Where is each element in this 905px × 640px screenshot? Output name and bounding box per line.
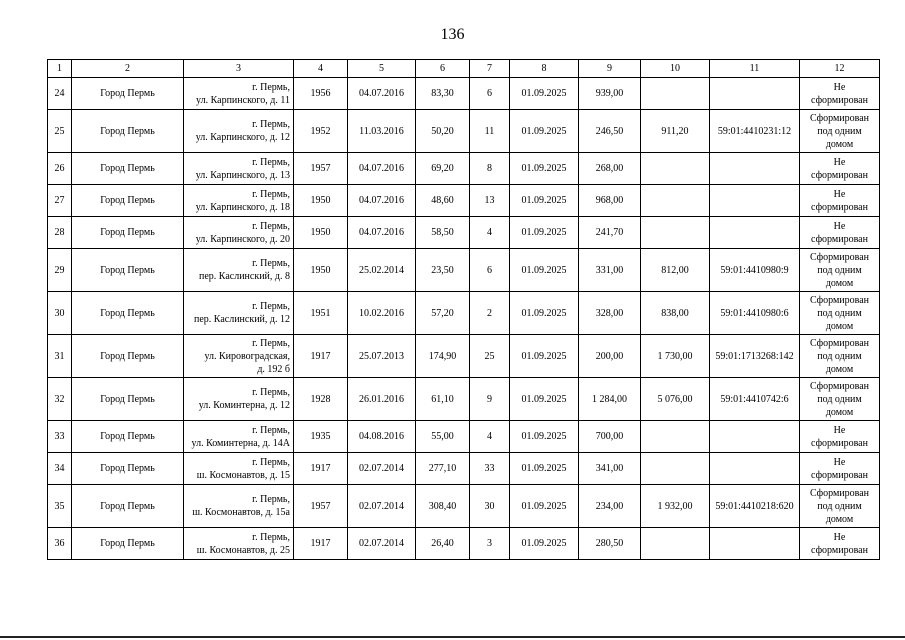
status-cell [800,249,880,292]
deadline-cell: 01.09.2025 [510,378,579,421]
count-cell: 4 [470,421,510,453]
row-number-cell: 34 [48,453,72,485]
cell-line: г. Пермь, [252,81,290,93]
table-row [48,185,880,217]
value-cell: 328,00 [579,292,641,335]
municipality-cell: Город Пермь [72,217,184,249]
municipality-cell: Город Пермь [72,528,184,560]
status-cell [800,78,880,110]
cell-line: Не [833,456,846,468]
deadline-cell: 01.09.2025 [510,78,579,110]
year-built-cell: 1950 [294,185,348,217]
count-cell: 8 [470,153,510,185]
status-cell [800,453,880,485]
table-row [48,249,880,292]
column-header-12: 12 [800,60,880,78]
cell-line: Сформирован [809,337,870,349]
status-cell [800,335,880,378]
table-row [48,153,880,185]
cell-line: ул. Коминтерна, д. 12 [198,400,290,411]
column-header-4: 4 [294,60,348,78]
cell-line: пер. Каслинский, д. 8 [199,271,290,282]
land-area-cell: 1 932,00 [641,485,710,528]
address-cell [184,378,294,421]
cell-line: домом [825,406,854,418]
year-built-cell: 1917 [294,528,348,560]
value-cell: 1 284,00 [579,378,641,421]
cadastral-number-cell: 59:01:4410980:9 [710,249,800,292]
date-cell: 25.02.2014 [348,249,416,292]
status-cell [800,528,880,560]
column-header-1: 1 [48,60,72,78]
deadline-cell: 01.09.2025 [510,292,579,335]
address-cell [184,78,294,110]
address-cell [184,249,294,292]
land-area-cell [641,185,710,217]
date-cell: 02.07.2014 [348,528,416,560]
cell-line: сформирован [811,437,868,449]
cell-line: д. 192 б [257,363,290,375]
table-row [48,335,880,378]
row-number-cell: 28 [48,217,72,249]
status-cell [800,421,880,453]
table-header-row [48,60,880,78]
date-cell: 04.07.2016 [348,153,416,185]
year-built-cell: 1950 [294,249,348,292]
row-number-cell: 32 [48,378,72,421]
cell-line: пер. Каслинский, д. 12 [194,314,290,325]
municipality-cell: Город Пермь [72,485,184,528]
row-number-cell: 35 [48,485,72,528]
cell-line: ул. Карпинского, д. 13 [195,169,290,181]
address-cell [184,421,294,453]
cell-line: под одним [817,125,862,137]
count-cell: 3 [470,528,510,560]
land-area-cell [641,217,710,249]
table-body [48,78,880,560]
cell-line: сформирован [811,233,868,245]
value-cell: 241,70 [579,217,641,249]
status-cell [800,292,880,335]
area-cell: 58,50 [416,217,470,249]
year-built-cell: 1957 [294,153,348,185]
land-area-cell: 5 076,00 [641,378,710,421]
land-area-cell [641,153,710,185]
cell-line: г. Пермь, [252,301,290,312]
housing-table [47,59,880,560]
row-number-cell: 31 [48,335,72,378]
row-number-cell: 36 [48,528,72,560]
cell-line: г. Пермь, [252,424,290,436]
status-cell [800,185,880,217]
table-row [48,78,880,110]
cell-line: Не [833,81,846,93]
area-cell: 23,50 [416,249,470,292]
value-cell: 234,00 [579,485,641,528]
cell-line: Не [833,220,846,232]
cadastral-number-cell: 59:01:4410742:6 [710,378,800,421]
address-cell [184,110,294,153]
cadastral-number-cell [710,528,800,560]
cell-line: ул. Кировоградская, [204,350,290,362]
land-area-cell: 911,20 [641,110,710,153]
row-number-cell: 27 [48,185,72,217]
municipality-cell: Город Пермь [72,378,184,421]
status-cell [800,485,880,528]
status-cell [800,378,880,421]
cadastral-number-cell: 59:01:1713268:142 [710,335,800,378]
year-built-cell: 1928 [294,378,348,421]
table-row [48,453,880,485]
deadline-cell: 01.09.2025 [510,153,579,185]
table-row [48,217,880,249]
cell-line: г. Пермь, [252,531,290,543]
cadastral-number-cell [710,153,800,185]
count-cell: 9 [470,378,510,421]
date-cell: 25.07.2013 [348,335,416,378]
cell-line: ул. Карпинского, д. 11 [196,94,290,106]
cell-line: сформирован [811,469,868,481]
municipality-cell: Город Пермь [72,249,184,292]
deadline-cell: 01.09.2025 [510,249,579,292]
cell-line: домом [825,320,854,332]
cell-line: под одним [817,264,862,276]
cell-line: Сформирован [809,487,870,499]
row-number-cell: 30 [48,292,72,335]
year-built-cell: 1951 [294,292,348,335]
cell-line: Не [833,188,846,200]
value-cell: 700,00 [579,421,641,453]
cell-line: г. Пермь, [252,220,290,232]
column-header-3: 3 [184,60,294,78]
cadastral-number-cell [710,78,800,110]
cell-line: под одним [817,307,862,319]
cell-line: домом [825,363,854,375]
column-header-6: 6 [416,60,470,78]
deadline-cell: 01.09.2025 [510,453,579,485]
municipality-cell: Город Пермь [72,153,184,185]
cell-line: г. Пермь, [252,337,290,349]
cell-line: г. Пермь, [252,156,290,168]
value-cell: 341,00 [579,453,641,485]
table-row [48,110,880,153]
count-cell: 6 [470,78,510,110]
cell-line: сформирован [811,169,868,181]
table-row [48,485,880,528]
page-number: 136 [440,26,465,43]
land-area-cell [641,528,710,560]
count-cell: 2 [470,292,510,335]
area-cell: 277,10 [416,453,470,485]
municipality-cell: Город Пермь [72,335,184,378]
value-cell: 331,00 [579,249,641,292]
count-cell: 6 [470,249,510,292]
cadastral-number-cell [710,217,800,249]
deadline-cell: 01.09.2025 [510,185,579,217]
land-area-cell: 838,00 [641,292,710,335]
table-row [48,528,880,560]
area-cell: 48,60 [416,185,470,217]
land-area-cell [641,78,710,110]
municipality-cell: Город Пермь [72,453,184,485]
row-number-cell: 33 [48,421,72,453]
cell-line: сформирован [811,544,868,556]
address-cell [184,153,294,185]
cell-line: Не [833,424,846,436]
row-number-cell: 29 [48,249,72,292]
date-cell: 02.07.2014 [348,453,416,485]
row-number-cell: 25 [48,110,72,153]
year-built-cell: 1952 [294,110,348,153]
cell-line: под одним [817,393,862,405]
cell-line: г. Пермь, [252,188,290,200]
year-built-cell: 1957 [294,485,348,528]
cell-line: ул. Карпинского, д. 18 [195,201,290,213]
cell-line: под одним [817,500,862,512]
cell-line: сформирован [811,94,868,106]
cell-line: г. Пермь, [252,119,290,130]
value-cell: 280,50 [579,528,641,560]
deadline-cell: 01.09.2025 [510,335,579,378]
date-cell: 11.03.2016 [348,110,416,153]
cell-line: ул. Коминтерна, д. 14А [191,437,290,449]
municipality-cell: Город Пермь [72,421,184,453]
table-row [48,292,880,335]
deadline-cell: 01.09.2025 [510,485,579,528]
address-cell [184,335,294,378]
area-cell: 69,20 [416,153,470,185]
cell-line: ш. Космонавтов, д. 15а [192,507,290,518]
cell-line: Сформирован [809,112,870,124]
count-cell: 4 [470,217,510,249]
cadastral-number-cell [710,421,800,453]
cell-line: Сформирован [809,251,870,263]
column-header-5: 5 [348,60,416,78]
year-built-cell: 1917 [294,335,348,378]
cell-line: Не [833,531,846,543]
land-area-cell: 1 730,00 [641,335,710,378]
area-cell: 61,10 [416,378,470,421]
land-area-cell [641,453,710,485]
date-cell: 02.07.2014 [348,485,416,528]
deadline-cell: 01.09.2025 [510,110,579,153]
cadastral-number-cell [710,453,800,485]
cell-line: домом [825,138,854,150]
column-header-9: 9 [579,60,641,78]
cell-line: под одним [817,350,862,362]
deadline-cell: 01.09.2025 [510,421,579,453]
area-cell: 308,40 [416,485,470,528]
cadastral-number-cell: 59:01:4410980:6 [710,292,800,335]
year-built-cell: 1917 [294,453,348,485]
count-cell: 30 [470,485,510,528]
year-built-cell: 1956 [294,78,348,110]
area-cell: 55,00 [416,421,470,453]
land-area-cell [641,421,710,453]
land-area-cell: 812,00 [641,249,710,292]
row-number-cell: 24 [48,78,72,110]
cell-line: домом [825,277,854,289]
count-cell: 13 [470,185,510,217]
cell-line: г. Пермь, [252,456,290,468]
status-cell [800,217,880,249]
table-row [48,421,880,453]
cell-line: сформирован [811,201,868,213]
cell-line: ш. Космонавтов, д. 25 [196,544,290,556]
cell-line: г. Пермь, [252,258,290,269]
cell-line: г. Пермь, [252,494,290,505]
area-cell: 83,30 [416,78,470,110]
year-built-cell: 1950 [294,217,348,249]
date-cell: 26.01.2016 [348,378,416,421]
municipality-cell: Город Пермь [72,78,184,110]
column-header-2: 2 [72,60,184,78]
status-cell [800,110,880,153]
cadastral-number-cell: 59:01:4410231:12 [710,110,800,153]
deadline-cell: 01.09.2025 [510,217,579,249]
municipality-cell: Город Пермь [72,185,184,217]
date-cell: 04.07.2016 [348,78,416,110]
value-cell: 246,50 [579,110,641,153]
cadastral-number-cell: 59:01:4410218:620 [710,485,800,528]
cell-line: ш. Космонавтов, д. 15 [196,469,290,481]
column-header-7: 7 [470,60,510,78]
value-cell: 200,00 [579,335,641,378]
cadastral-number-cell [710,185,800,217]
deadline-cell: 01.09.2025 [510,528,579,560]
value-cell: 968,00 [579,185,641,217]
year-built-cell: 1935 [294,421,348,453]
row-number-cell: 26 [48,153,72,185]
area-cell: 50,20 [416,110,470,153]
municipality-cell: Город Пермь [72,110,184,153]
count-cell: 11 [470,110,510,153]
address-cell [184,292,294,335]
address-cell [184,453,294,485]
date-cell: 04.07.2016 [348,217,416,249]
column-header-10: 10 [641,60,710,78]
area-cell: 26,40 [416,528,470,560]
status-cell [800,153,880,185]
cell-line: Сформирован [809,380,870,392]
address-cell [184,217,294,249]
value-cell: 939,00 [579,78,641,110]
date-cell: 04.08.2016 [348,421,416,453]
count-cell: 33 [470,453,510,485]
area-cell: 57,20 [416,292,470,335]
cell-line: ул. Карпинского, д. 20 [195,233,290,245]
cell-line: Не [833,156,846,168]
date-cell: 10.02.2016 [348,292,416,335]
area-cell: 174,90 [416,335,470,378]
date-cell: 04.07.2016 [348,185,416,217]
count-cell: 25 [470,335,510,378]
column-header-11: 11 [710,60,800,78]
cell-line: Сформирован [809,294,870,306]
address-cell [184,485,294,528]
column-header-8: 8 [510,60,579,78]
address-cell [184,185,294,217]
page-edge-line [0,636,905,638]
cell-line: г. Пермь, [252,387,290,398]
table-row [48,378,880,421]
municipality-cell: Город Пермь [72,292,184,335]
address-cell [184,528,294,560]
value-cell: 268,00 [579,153,641,185]
cell-line: ул. Карпинского, д. 12 [195,132,290,143]
cell-line: домом [825,513,854,525]
